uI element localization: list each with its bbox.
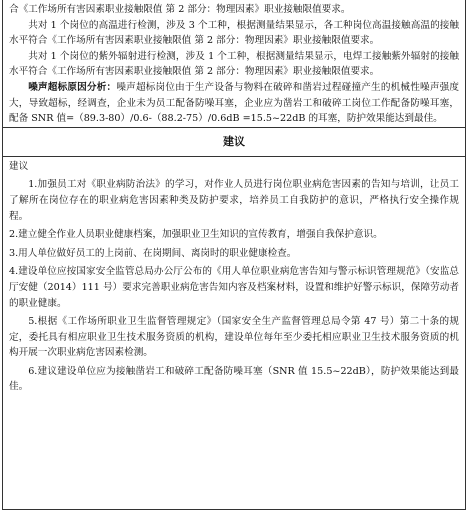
suggestion-item-3: 3.用人单位做好员工的上岗前、在岗期间、离岗时的职业健康检查。 [9,247,297,259]
document-table [2,0,466,510]
paragraph-high-temperature: 共对 1 个岗位的高温进行检测，涉及 3 个工种，根据测量结果显示，各工种岗位高温接触高温的接触水平符合《工作场所有害因素职业接触限值 第 2 部分：物理因素》职业接触限值要求。 [9,19,459,47]
suggestions-section [3,157,465,395]
results-section [3,0,465,127]
suggestion-item-2: 2.建立健全作业人员职业健康档案，加强职业卫生知识的宣传教育，增强自我保护意识。 [9,229,383,241]
paragraph-noise-limit-end: 合《工作场所有害因素职业接触限值 第 2 部分：物理因素》职业接触限值要求。 [9,4,351,15]
paragraph-uv-radiation: 共对 1 个岗位的紫外辐射进行检测，涉及 1 个工种，根据测量结果显示，电焊工接触紫外辐射的接触水平符合《工作场所有害因素职业接触限值 第 2 部分：物理因素》职业接触限值要求。 [9,50,459,78]
suggestion-item-5: 5.根据《工作场所职业卫生监督管理规定》（国家安全生产监督管理总局令第 47 号）第二十条的规定，委托具有相应职业卫生技术服务资质的机构，建设单位每年至少委托相应职业卫生技术服务资质的机构开展一次职业病危害因素检测。 [9,316,459,359]
suggestion-item-6: 6.建议建设单位应为接触凿岩工和破碎工配备防噪耳塞（SNR 值 15.5~22dB），防护效果能达到最佳。 [9,365,459,393]
suggestion-item-1: 1.加强员工对《职业病防治法》的学习，对作业人员进行岗位职业病危害因素的告知与培训，让员工了解所在岗位存在的职业病危害因素种类及防护要求，培养员工自我防护的意识，严格执行安全操作规程。 [9,179,459,222]
section-header-suggestions: 建议 [3,127,465,157]
paragraph-noise-analysis [9,80,459,127]
noise-analysis-text: 噪声超标岗位由于生产设备与物料在破碎和凿岩过程碰撞产生的机械性噪声强度大，导致超标，经调查，企业未为员工配备防噪耳塞，企业应为凿岩工和破碎工岗位工作配备防噪耳塞，配备 SNR 值=（89.3-80）/0.6-（88.2-75）/0.6dB =15.5~22dB 的耳塞，防护效果能达到最佳。 [9,81,460,125]
suggestions-intro: 建议 [9,160,29,172]
noise-analysis-label: 噪声超标原因分析： [28,81,117,93]
suggestion-item-4: 4.建设单位应按国家安全监管总局办公厅公布的《用人单位职业病危害告知与警示标识管理规范》（安监总厅安健（2014）111 号）要求完善职业病危害告知内容及档案材料，设置和维护好警示标识，保障劳动者的职业健康。 [9,266,459,309]
